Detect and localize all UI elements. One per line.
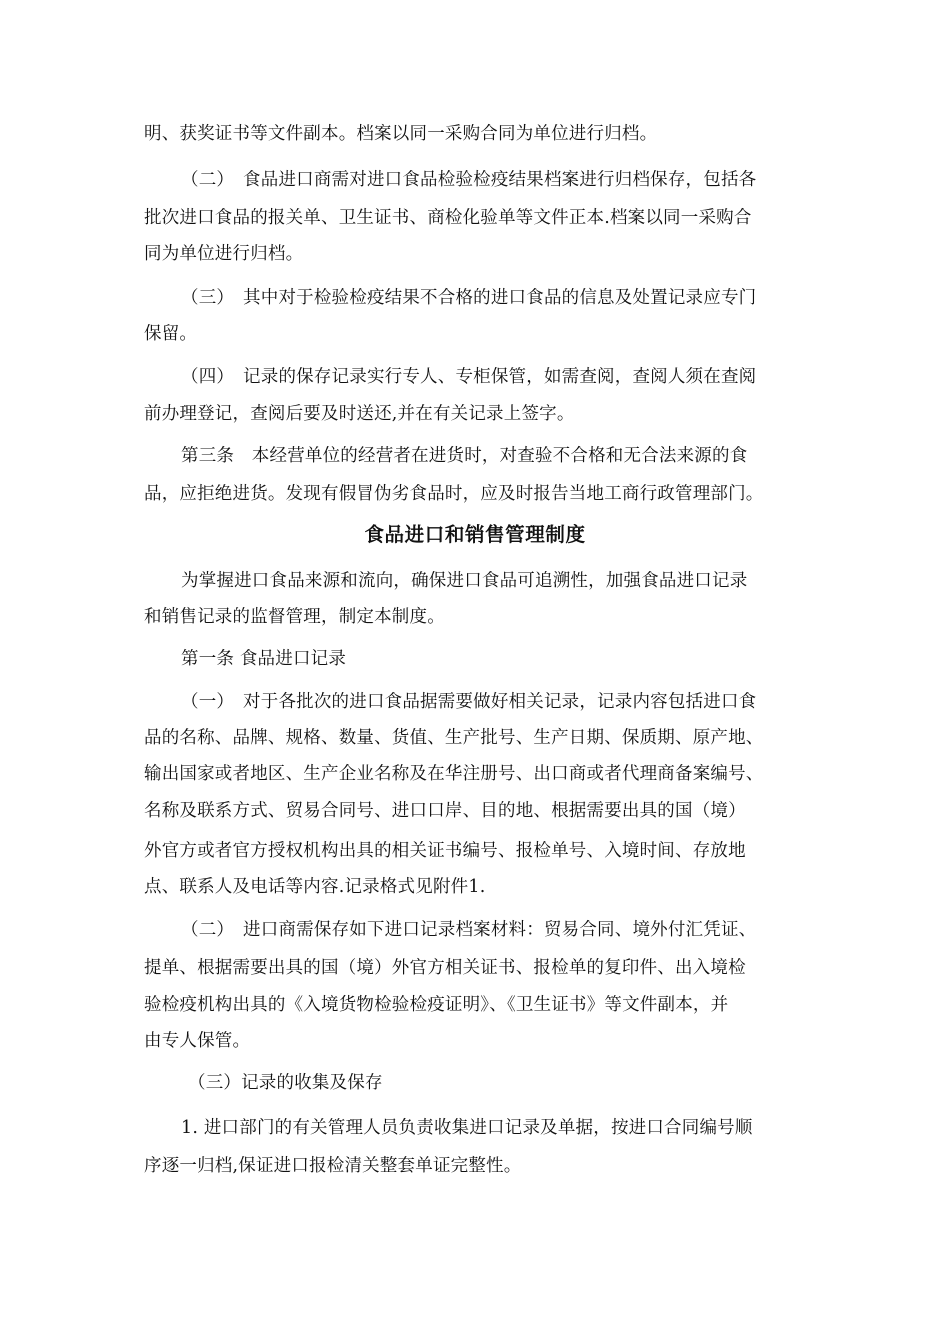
- paragraph-line: （二） 进口商需保存如下进口记录档案材料：贸易合同、境外付汇凭证、: [181, 920, 757, 940]
- paragraph-line: 1. 进口部门的有关管理人员负责收集进口记录及单据，按进口合同编号顺: [181, 1118, 753, 1138]
- paragraph-line: 为掌握进口食品来源和流向，确保进口食品可追溯性，加强食品进口记录: [181, 571, 748, 591]
- paragraph-line: 前办理登记，查阅后要及时送还,并在有关记录上签字。: [144, 404, 575, 424]
- paragraph-line: 由专人保管。: [144, 1031, 251, 1051]
- paragraph-line: 输出国家或者地区、生产企业名称及在华注册号、出口商或者代理商备案编号、: [144, 764, 764, 784]
- paragraph-line: （二） 食品进口商需对进口食品检验检疫结果档案进行归档保存，包括各: [181, 170, 757, 190]
- paragraph-line: 批次进口食品的报关单、卫生证书、商检化验单等文件正本.档案以同一采购合: [144, 208, 752, 228]
- paragraph-line: 提单、根据需要出具的国（境）外官方相关证书、报检单的复印件、出入境检: [144, 958, 746, 978]
- paragraph-line: （四） 记录的保存记录实行专人、专柜保管，如需查阅，查阅人须在查阅: [181, 367, 757, 387]
- paragraph-line: 品，应拒绝进货。发现有假冒伪劣食品时，应及时报告当地工商行政管理部门。: [144, 484, 764, 504]
- paragraph-line: 保留。: [144, 324, 198, 344]
- paragraph-line: （三） 其中对于检验检疫结果不合格的进口食品的信息及处置记录应专门: [181, 288, 757, 308]
- paragraph-line: 同为单位进行归档。: [144, 244, 304, 264]
- paragraph-line: （三）记录的收集及保存: [188, 1073, 383, 1093]
- paragraph-line: 和销售记录的监督管理，制定本制度。: [144, 607, 445, 627]
- paragraph-line: 名称及联系方式、贸易合同号、进口口岸、目的地、根据需要出具的国（境）: [144, 801, 746, 821]
- paragraph-line: （一） 对于各批次的进口食品据需要做好相关记录，记录内容包括进口食: [181, 692, 757, 712]
- paragraph-line: 第一条 食品进口记录: [181, 649, 347, 669]
- paragraph-line: 点、联系人及电话等内容.记录格式见附件1.: [144, 877, 486, 897]
- paragraph-line: 明、获奖证书等文件副本。档案以同一采购合同为单位进行归档。: [144, 124, 658, 144]
- paragraph-line: 第三条 本经营单位的经营者在进货时，对查验不合格和无合法来源的食: [181, 446, 748, 466]
- section-title: 食品进口和销售管理制度: [364, 523, 586, 546]
- paragraph-line: 验检疫机构出具的《入境货物检验检疫证明》、《卫生证书》等文件副本，并: [144, 995, 729, 1015]
- paragraph-line: 序逐一归档,保证进口报检清关整套单证完整性。: [144, 1156, 522, 1176]
- paragraph-line: 外官方或者官方授权机构出具的相关证书编号、报检单号、入境时间、存放地: [144, 841, 746, 861]
- paragraph-line: 品的名称、品牌、规格、数量、货值、生产批号、生产日期、保质期、原产地、: [144, 728, 764, 748]
